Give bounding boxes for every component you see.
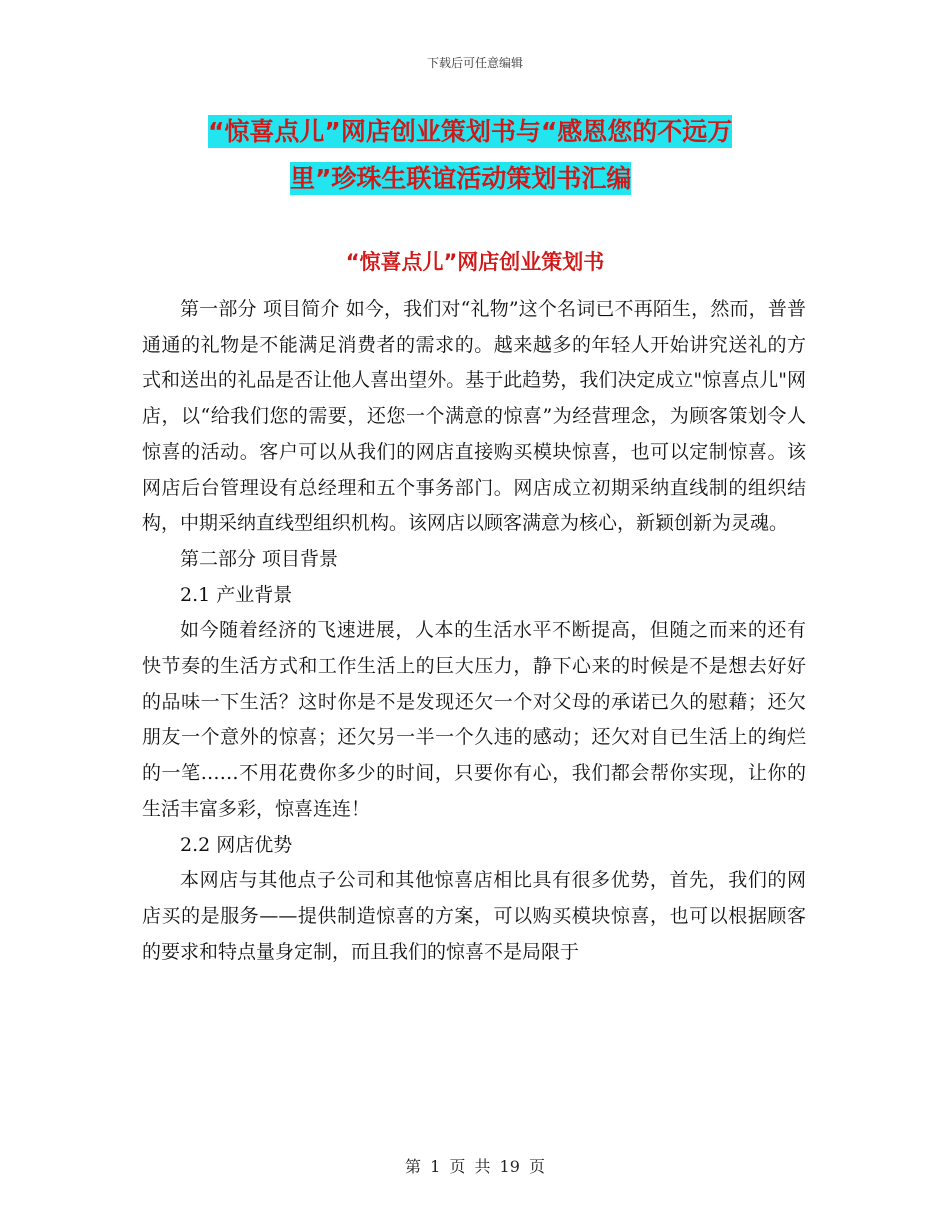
heading-2-2: 2.2 网店优势 [180,833,293,856]
page-footer: 第 1 页 共 19 页 [405,1157,545,1176]
section-title: “惊喜点儿”网店创业策划书 [345,250,605,274]
document-title-line-1 [140,108,820,155]
title-highlight-2: 里”珍珠生联谊活动策划书汇编 [290,164,632,193]
document-title-line-2 [140,155,820,202]
header-note: 下载后可任意编辑 [426,56,523,70]
body-text [142,292,806,970]
title-highlight-1: “惊喜点儿”网店创业策划书与“感恩您的不远万 [208,117,733,146]
paragraph-intro: 第一部分 项目简介 如今，我们对“礼物”这个名词已不再陌生，然而，普普通通的礼物是不能满足消费者的需求的。越来越多的年轻人开始讲究送礼的方式和送出的礼品是否让他人喜出望外。基于此趋势，我们决定成立"惊喜点儿"网店，以“给我们您的需要，还您一个满意的惊喜”为经营理念，为顾客策划令人惊喜的活动。客户可以从我们的网店直接购买模块惊喜，也可以定制惊喜。该网店后台管理设有总经理和五个事务部门。网店成立初期采纳直线制的组织结构，中期采纳直线型组织机构。该网店以顾客满意为核心，新颖创新为灵魂。 [142,298,806,535]
paragraph-shop-advantages: 本网店与其他点子公司和其他惊喜店相比具有很多优势，首先，我们的网店买的是服务——提供制造惊喜的方案，可以购买模块惊喜，也可以根据顾客的要求和特点量身定制，而且我们的惊喜不是局限于 [142,869,806,963]
paragraph-industry-background: 如今随着经济的飞速进展，人本的生活水平不断提高，但随之而来的还有快节奏的生活方式和工作生活上的巨大压力，静下心来的时候是不是想去好好的品味一下生活？这时你是不是发现还欠一个对父母的承诺已久的慰藉；还欠朋友一个意外的惊喜；还欠另一半一个久违的感动；还欠对自已生活上的绚烂的一笔……不用花费你多少的时间，只要你有心，我们都会帮你实现，让你的生活丰富多彩，惊喜连连！ [142,619,806,820]
document-title [140,108,820,202]
heading-part-two: 第二部分 项目背景 [180,547,339,570]
heading-2-1: 2.1 产业背景 [180,583,293,606]
